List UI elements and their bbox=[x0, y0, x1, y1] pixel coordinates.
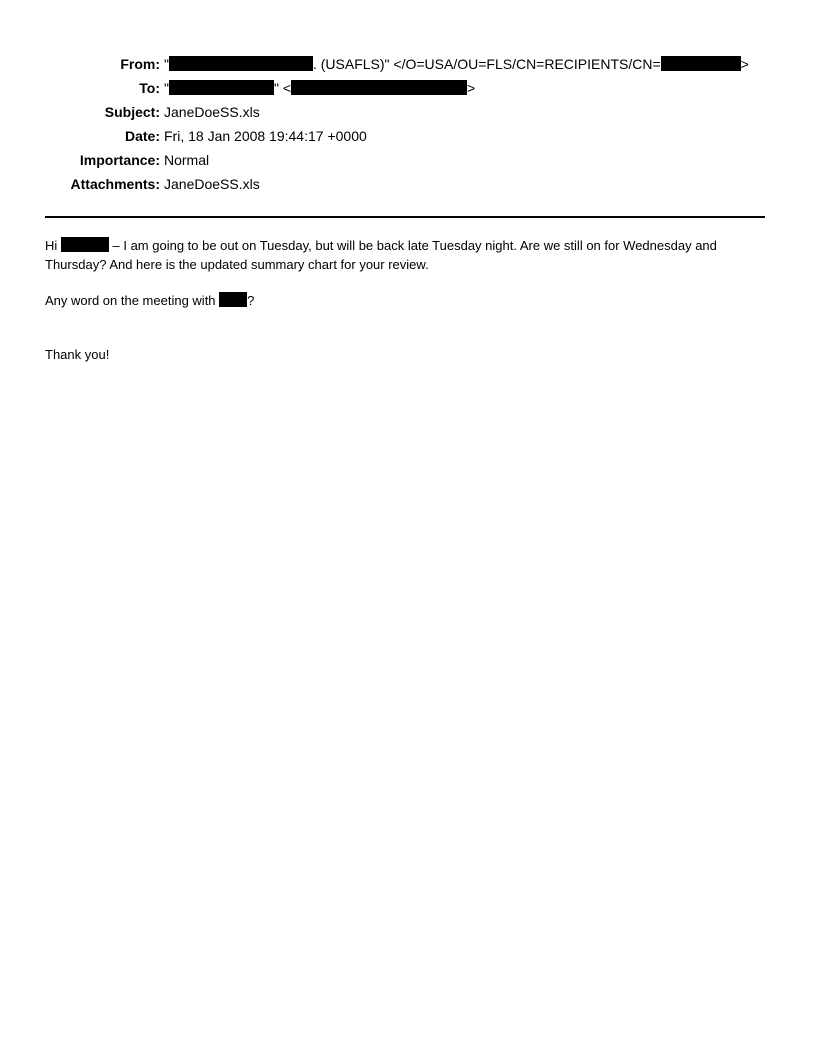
date-label: Date: bbox=[124, 128, 160, 144]
redaction-block bbox=[661, 56, 741, 71]
importance-row bbox=[0, 148, 816, 172]
redaction-block bbox=[291, 80, 467, 95]
email-header bbox=[0, 52, 816, 196]
subject-value: JaneDoeSS.xls bbox=[164, 104, 260, 120]
body-text: ? bbox=[247, 293, 255, 308]
redaction-block bbox=[169, 56, 313, 71]
from-value bbox=[164, 52, 749, 76]
body-text: – I am going to be out on Tuesday, but will be back late Tuesday night. Are we still on for Wednesday and Thursday? And here is the updated summary chart for your review. bbox=[45, 238, 717, 272]
subject-label: Subject: bbox=[104, 104, 160, 120]
from-address: . (USAFLS)" </O=USA/OU=FLS/CN=RECIPIENTS/CN= bbox=[312, 56, 661, 72]
from-close: > bbox=[740, 56, 749, 72]
redaction-block bbox=[219, 292, 247, 307]
importance-value: Normal bbox=[164, 152, 210, 168]
subject-row bbox=[0, 100, 816, 124]
to-value bbox=[164, 76, 475, 100]
redaction-block bbox=[61, 237, 109, 252]
body-paragraph-1 bbox=[45, 236, 765, 274]
from-quote: " bbox=[164, 56, 169, 72]
to-label: To: bbox=[139, 80, 160, 96]
email-body bbox=[45, 236, 765, 364]
date-value: Fri, 18 Jan 2008 19:44:17 +0000 bbox=[164, 128, 367, 144]
header-divider bbox=[45, 216, 765, 218]
to-address-open: " < bbox=[273, 80, 292, 96]
body-paragraph-2 bbox=[45, 291, 765, 310]
from-label: From: bbox=[120, 56, 160, 72]
attachment-link[interactable]: JaneDoeSS.xls bbox=[164, 176, 260, 192]
attachments-row bbox=[0, 172, 816, 196]
redaction-block bbox=[169, 80, 274, 95]
date-row bbox=[0, 124, 816, 148]
to-close: > bbox=[467, 80, 476, 96]
to-quote: " bbox=[164, 80, 169, 96]
attachments-label: Attachments: bbox=[70, 176, 160, 192]
greeting: Hi bbox=[45, 238, 61, 253]
body-text: Any word on the meeting with bbox=[45, 293, 220, 308]
body-paragraph-3: Thank you! bbox=[45, 347, 110, 362]
to-row bbox=[0, 76, 816, 100]
importance-label: Importance: bbox=[79, 152, 160, 168]
from-row bbox=[0, 52, 816, 76]
